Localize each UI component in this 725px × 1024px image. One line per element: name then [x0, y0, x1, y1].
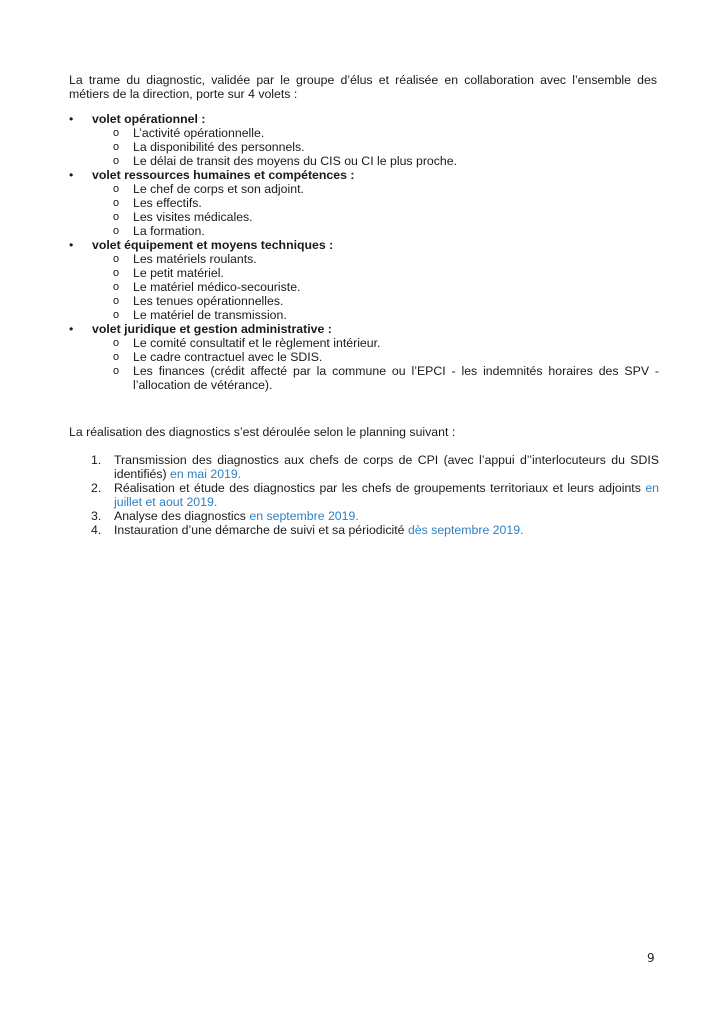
planning-intro: La réalisation des diagnostics s’est déroulée selon le planning suivant :: [69, 425, 456, 439]
sub-bullet-marker: o: [113, 253, 120, 265]
volet-item: [69, 336, 659, 350]
volet-heading: [69, 238, 659, 252]
volet-title: volet équipement et moyens techniques :: [92, 238, 334, 252]
sub-bullet-marker: o: [113, 127, 120, 139]
volet-item: [69, 196, 659, 210]
volet-item: [69, 350, 659, 364]
planning-step: [69, 523, 659, 537]
volet-item-text: Les tenues opérationnelles.: [133, 294, 284, 308]
volet-item-text: Les finances (crédit affecté par la commune ou l’EPCI - les indemnités horaires des SPV - l’allocation de vétérance).: [133, 364, 659, 392]
volet-item-text: Le comité consultatif et le règlement intérieur.: [133, 336, 381, 350]
sub-bullet-marker: o: [113, 309, 120, 321]
volet-item: [69, 182, 659, 196]
planning-list: [69, 453, 659, 537]
sub-bullet-marker: o: [113, 365, 120, 377]
volet-item: [69, 280, 659, 294]
volet-item: [69, 308, 659, 322]
sub-bullet-marker: o: [113, 351, 120, 363]
sub-bullet-marker: o: [113, 267, 120, 279]
intro-paragraph: La trame du diagnostic, validée par le groupe d’élus et réalisée en collaboration avec l’ensemble des métiers de la direction, porte sur 4 volets :: [69, 73, 657, 101]
bullet-marker: •: [69, 168, 74, 182]
planning-step: [69, 481, 659, 509]
volet-item: [69, 252, 659, 266]
bullet-marker: •: [69, 322, 74, 336]
volet-item: [69, 210, 659, 224]
step-date: en septembre 2019.: [249, 509, 359, 523]
volet-item-text: Le chef de corps et son adjoint.: [133, 182, 304, 196]
sub-bullet-marker: o: [113, 295, 120, 307]
volet-title: volet ressources humaines et compétences :: [92, 168, 355, 182]
sub-bullet-marker: o: [113, 141, 120, 153]
planning-step: [69, 509, 659, 523]
volet-heading: [69, 112, 659, 126]
volet-item: [69, 224, 659, 238]
sub-bullet-marker: o: [113, 225, 120, 237]
step-text: Transmission des diagnostics aux chefs de corps de CPI (avec l’appui d’’interlocuteurs du SDIS identifiés): [114, 453, 659, 481]
volet-item-text: La formation.: [133, 224, 205, 238]
step-text: Instauration d’une démarche de suivi et sa périodicité: [114, 523, 408, 537]
volet-item-text: La disponibilité des personnels.: [133, 140, 305, 154]
volet-item-text: Le matériel de transmission.: [133, 308, 287, 322]
volet-item-text: L’activité opérationnelle.: [133, 126, 265, 140]
volet-item-text: Les effectifs.: [133, 196, 202, 210]
volet-title: volet juridique et gestion administrative :: [92, 322, 332, 336]
volet-item: [69, 126, 659, 140]
volet-item-text: Les matériels roulants.: [133, 252, 257, 266]
step-number: 4.: [91, 523, 102, 537]
bullet-marker: •: [69, 238, 74, 252]
volet-item-text: Le petit matériel.: [133, 266, 224, 280]
sub-bullet-marker: o: [113, 281, 120, 293]
bullet-marker: •: [69, 112, 74, 126]
step-text: Réalisation et étude des diagnostics par les chefs de groupements territoriaux et leurs adjoints: [114, 481, 646, 495]
page-number: 9: [647, 951, 655, 965]
step-date: en mai 2019.: [170, 467, 242, 481]
volet-item: [69, 364, 659, 392]
planning-step: [69, 453, 659, 481]
volet-item: [69, 294, 659, 308]
sub-bullet-marker: o: [113, 211, 120, 223]
volets-list: [69, 112, 659, 392]
volet-title: volet opérationnel :: [92, 112, 206, 126]
step-number: 2.: [91, 481, 102, 495]
volet-item: [69, 140, 659, 154]
volet-item-text: Le cadre contractuel avec le SDIS.: [133, 350, 323, 364]
step-number: 1.: [91, 453, 102, 467]
sub-bullet-marker: o: [113, 337, 120, 349]
volet-heading: [69, 168, 659, 182]
volet-item: [69, 154, 659, 168]
volet-item-text: Les visites médicales.: [133, 210, 253, 224]
volet-item-text: Le matériel médico-secouriste.: [133, 280, 301, 294]
sub-bullet-marker: o: [113, 155, 120, 167]
step-date: dès septembre 2019.: [407, 523, 524, 537]
step-date: en juillet et aout 2019.: [114, 481, 659, 509]
sub-bullet-marker: o: [113, 183, 120, 195]
sub-bullet-marker: o: [113, 197, 120, 209]
volet-item: [69, 266, 659, 280]
volet-heading: [69, 322, 659, 336]
step-number: 3.: [91, 509, 102, 523]
volet-item-text: Le délai de transit des moyens du CIS ou CI le plus proche.: [133, 154, 458, 168]
step-text: Analyse des diagnostics: [114, 509, 250, 523]
